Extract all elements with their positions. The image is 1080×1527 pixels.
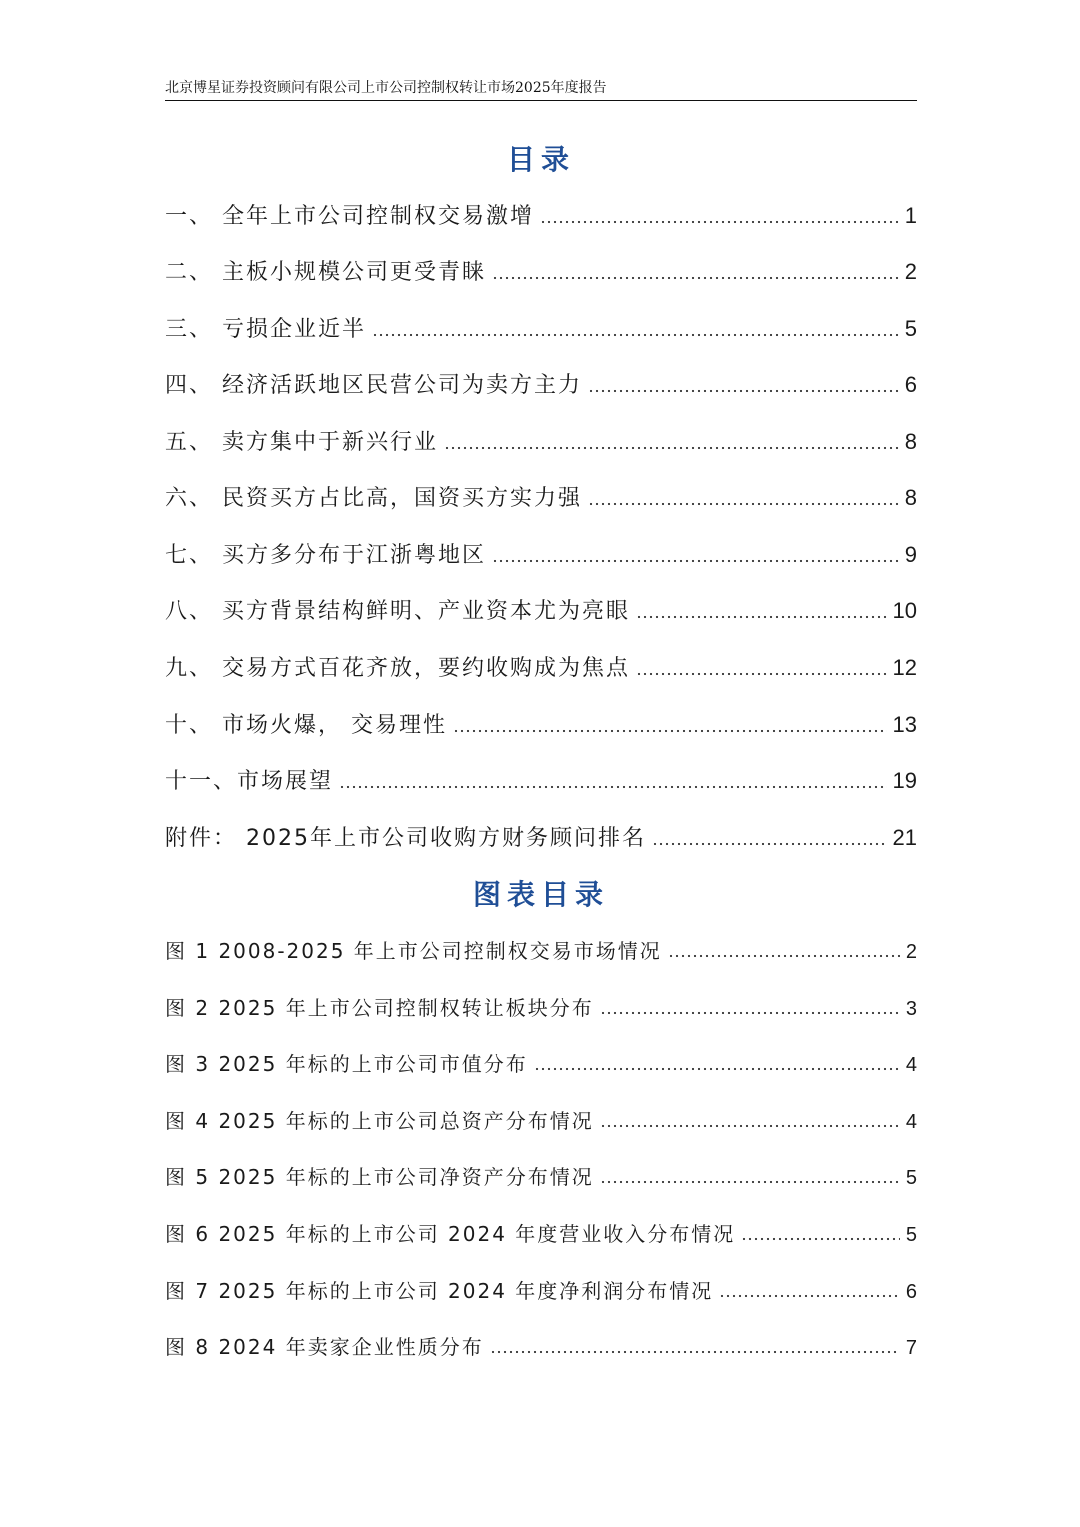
header-divider [165, 100, 917, 101]
toc-entry-text: 六、 民资买方占比高，国资买方实力强 [165, 486, 582, 511]
toc-entry[interactable] [165, 368, 917, 402]
figure-entry[interactable] [165, 1332, 917, 1362]
toc-entry-page: 8 [904, 429, 917, 454]
toc-entry-page: 5 [904, 316, 917, 341]
toc-entry-page: 2 [904, 259, 917, 284]
dot-leader [588, 501, 899, 507]
dot-leader [741, 1236, 900, 1242]
dot-leader [444, 445, 899, 451]
figure-entry-text: 图 6 2025 年标的上市公司 2024 年度营业收入分布情况 [165, 1222, 736, 1246]
toc-entry-text: 附件： 2025年上市公司收购方财务顾问排名 [165, 826, 646, 851]
toc-entry-text: 十一、市场展望 [165, 769, 334, 794]
toc-entry[interactable] [165, 594, 917, 628]
dot-leader [636, 671, 887, 677]
toc-entry[interactable] [165, 821, 917, 855]
figure-entry-text: 图 1 2008-2025 年上市公司控制权交易市场情况 [165, 939, 662, 963]
dot-leader [600, 1010, 900, 1016]
toc-entry-text: 十、 市场火爆， 交易理性 [165, 713, 447, 738]
figure-entry[interactable] [165, 993, 917, 1023]
toc-entry-text: 七、 买方多分布于江浙粤地区 [165, 543, 486, 568]
figure-entry-page: 7 [905, 1337, 917, 1359]
toc-entry-text: 九、 交易方式百花齐放，要约收购成为焦点 [165, 656, 630, 681]
figure-entry[interactable] [165, 936, 917, 966]
toc-entry-text: 四、 经济活跃地区民营公司为卖方主力 [165, 373, 582, 398]
figure-entry-page: 2 [905, 941, 917, 963]
figure-entry[interactable] [165, 1106, 917, 1136]
toc-entry-text: 一、 全年上市公司控制权交易激增 [165, 204, 534, 229]
dot-leader [588, 388, 899, 394]
toc-entry[interactable] [165, 764, 917, 798]
dot-leader [492, 558, 899, 564]
figure-entry-text: 图 7 2025 年标的上市公司 2024 年度净利润分布情况 [165, 1279, 714, 1303]
toc-entry-page: 6 [904, 372, 917, 397]
dot-leader [540, 219, 899, 225]
toc-entry-page: 1 [904, 203, 917, 228]
toc-entry[interactable] [165, 708, 917, 742]
figure-entry-page: 4 [905, 1111, 917, 1133]
figure-entry-text: 图 2 2025 年上市公司控制权转让板块分布 [165, 996, 594, 1020]
toc-entry[interactable] [165, 481, 917, 515]
figure-list-title: 图表目录 [472, 878, 609, 911]
toc-entry-text: 二、 主板小规模公司更受青睐 [165, 260, 486, 285]
toc-entry-page: 12 [892, 655, 917, 680]
figure-entry[interactable] [165, 1219, 917, 1249]
toc-entry[interactable] [165, 199, 917, 233]
toc-entry-text: 三、 亏损企业近半 [165, 317, 366, 342]
toc-entry-page: 13 [892, 712, 917, 737]
dot-leader [453, 728, 887, 734]
figure-entry-page: 3 [905, 998, 917, 1020]
figure-entry[interactable] [165, 1276, 917, 1306]
figure-entry-page: 4 [905, 1054, 917, 1076]
toc-entry[interactable] [165, 255, 917, 289]
figure-entry-page: 6 [905, 1281, 917, 1303]
figure-entry-page: 5 [905, 1167, 917, 1189]
dot-leader [534, 1066, 900, 1072]
dot-leader [600, 1179, 900, 1185]
toc-entry[interactable] [165, 425, 917, 459]
toc-entry-page: 19 [892, 768, 917, 793]
figure-entry-text: 图 4 2025 年标的上市公司总资产分布情况 [165, 1109, 594, 1133]
dot-leader [652, 841, 887, 847]
toc-entry-page: 21 [892, 825, 917, 850]
running-header: 北京博星证券投资顾问有限公司上市公司控制权转让市场2025年度报告 [165, 80, 607, 96]
toc-entry[interactable] [165, 651, 917, 685]
dot-leader [600, 1123, 900, 1129]
dot-leader [339, 784, 887, 790]
toc-entry-text: 八、 买方背景结构鲜明、产业资本尤为亮眼 [165, 599, 630, 624]
dot-leader [719, 1293, 900, 1299]
dot-leader [636, 614, 887, 620]
figure-entry-page: 5 [905, 1224, 917, 1246]
toc-entry-page: 8 [904, 485, 917, 510]
toc-entry-page: 9 [904, 542, 917, 567]
toc-entry[interactable] [165, 312, 917, 346]
toc-entry-text: 五、 卖方集中于新兴行业 [165, 430, 438, 455]
figure-entry[interactable] [165, 1049, 917, 1079]
dot-leader [668, 953, 900, 959]
figure-entry[interactable] [165, 1162, 917, 1192]
dot-leader [492, 275, 899, 281]
toc-title: 目录 [506, 143, 575, 176]
figure-entry-text: 图 8 2024 年卖家企业性质分布 [165, 1335, 484, 1359]
toc-entry[interactable] [165, 538, 917, 572]
figure-entry-text: 图 3 2025 年标的上市公司市值分布 [165, 1052, 528, 1076]
dot-leader [372, 332, 899, 338]
toc-entry-page: 10 [892, 598, 917, 623]
figure-entry-text: 图 5 2025 年标的上市公司净资产分布情况 [165, 1165, 594, 1189]
dot-leader [490, 1349, 900, 1355]
